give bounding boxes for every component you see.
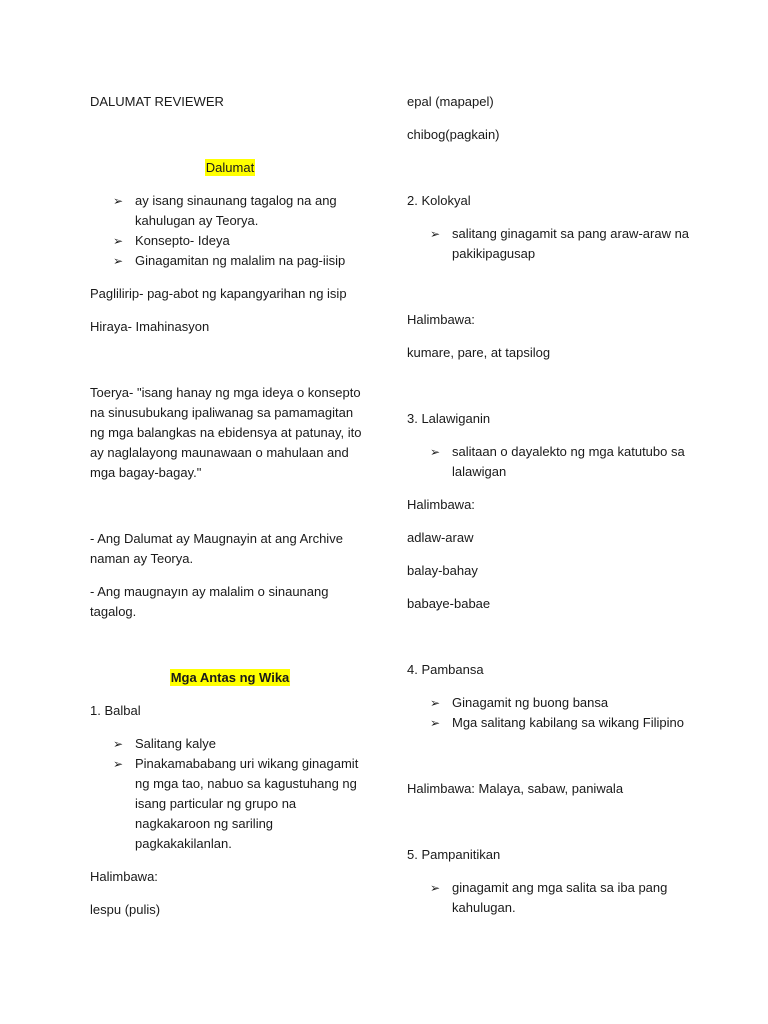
list-item	[407, 878, 697, 918]
pambansa-example: Halimbawa: Malaya, sabaw, paniwala	[407, 781, 624, 796]
list-item-text: Konsepto- Ideya	[135, 233, 230, 248]
list-item	[90, 231, 370, 251]
lalawiganin-example-babaye: babaye-babae	[407, 596, 491, 611]
arrow-bullet-icon: ➢	[430, 445, 441, 459]
list-item	[90, 191, 370, 231]
kolokyal-bullet-list	[407, 224, 697, 264]
arrow-bullet-icon: ➢	[430, 716, 441, 730]
pambansa-heading: 4. Pambansa	[407, 662, 484, 677]
pampanitikan-bullet-list	[407, 878, 697, 918]
arrow-bullet-icon: ➢	[113, 194, 124, 208]
list-item-text: Ginagamitan ng malalim na pag-iisip	[135, 253, 346, 268]
list-item-text: salitang ginagamit sa pang araw-araw na pakikipagusap	[452, 226, 690, 261]
list-item-text: salitaan o dayalekto ng mga katutubo sa lalawigan	[452, 444, 685, 479]
arrow-bullet-icon: ➢	[430, 696, 441, 710]
lalawiganin-halimbawa-label: Halimbawa:	[407, 497, 475, 512]
kolokyal-example: kumare, pare, at tapsilog	[407, 345, 551, 360]
list-item	[407, 224, 697, 264]
lalawiganin-bullet-list	[407, 442, 697, 482]
balbal-example-epal: epal (mapapel)	[407, 94, 494, 109]
lalawiganin-example-adlaw: adlaw-araw	[407, 530, 474, 545]
balbal-example-chibog: chibog(pagkain)	[407, 127, 500, 142]
list-item	[90, 251, 370, 271]
arrow-bullet-icon: ➢	[113, 254, 124, 268]
pampanitikan-heading: 5. Pampanitikan	[407, 847, 501, 862]
balbal-heading: 1. Balbal	[90, 703, 141, 718]
list-item	[407, 442, 697, 482]
right-column	[407, 92, 697, 918]
document-title: DALUMAT REVIEWER	[90, 94, 224, 109]
dalumat-heading-text: Dalumat	[205, 160, 255, 175]
antas-heading-text: Mga Antas ng Wika	[170, 670, 290, 685]
kolokyal-halimbawa-label: Halimbawa:	[407, 312, 475, 327]
note-dalumat-archive: - Ang Dalumat ay Maugnayin at ang Archive naman ay Teorya.	[90, 531, 343, 566]
teorya-definition: Toerya- "isang hanay ng mga ideya o konsepto na sinusubukang ipaliwanag sa pamamagitan ng mga balangkas na ebidensya at patunay, ito ay naglalayong maunawaan o mahulaan and mga bagay-bagay."	[90, 385, 362, 480]
arrow-bullet-icon: ➢	[113, 757, 124, 771]
antas-heading	[90, 668, 370, 688]
lalawiganin-example-balay: balay-bahay	[407, 563, 478, 578]
balbal-example-lespu: lespu (pulis)	[90, 902, 161, 917]
note-maugnayin: - Ang maugnayın ay malalim o sinaunang tagalog.	[90, 584, 329, 619]
list-item-text: ay isang sinaunang tagalog na ang kahulugan ay Teorya.	[135, 193, 337, 228]
arrow-bullet-icon: ➢	[113, 234, 124, 248]
arrow-bullet-icon: ➢	[430, 881, 441, 895]
pambansa-bullet-list	[407, 693, 697, 733]
list-item-text: Pinakamababang uri wikang ginagamit ng mga tao, nabuo sa kagustuhang ng isang particular ng grupo na nagkakaroon ng sariling pagkakakilanlan.	[135, 756, 359, 851]
list-item-text: Ginagamit ng buong bansa	[452, 695, 609, 710]
lalawiganin-heading: 3. Lalawiganin	[407, 411, 491, 426]
list-item-text: Mga salitang kabilang sa wikang Filipino	[452, 715, 684, 730]
balbal-bullet-list	[90, 734, 370, 854]
arrow-bullet-icon: ➢	[113, 737, 124, 751]
list-item	[407, 693, 697, 713]
hiraya-definition: Hiraya- Imahinasyon	[90, 319, 210, 334]
list-item-text: ginagamit ang mga salita sa iba pang kahulugan.	[452, 880, 668, 915]
list-item	[407, 713, 697, 733]
list-item-text: Salitang kalye	[135, 736, 216, 751]
dalumat-heading	[90, 158, 370, 178]
list-item	[90, 734, 370, 754]
kolokyal-heading: 2. Kolokyal	[407, 193, 471, 208]
list-item	[90, 754, 370, 854]
dalumat-bullet-list	[90, 191, 370, 271]
balbal-halimbawa-label: Halimbawa:	[90, 869, 158, 884]
paglilirip-definition: Paglilirip- pag-abot ng kapangyarihan ng isip	[90, 286, 347, 301]
left-column	[90, 92, 370, 920]
arrow-bullet-icon: ➢	[430, 227, 441, 241]
